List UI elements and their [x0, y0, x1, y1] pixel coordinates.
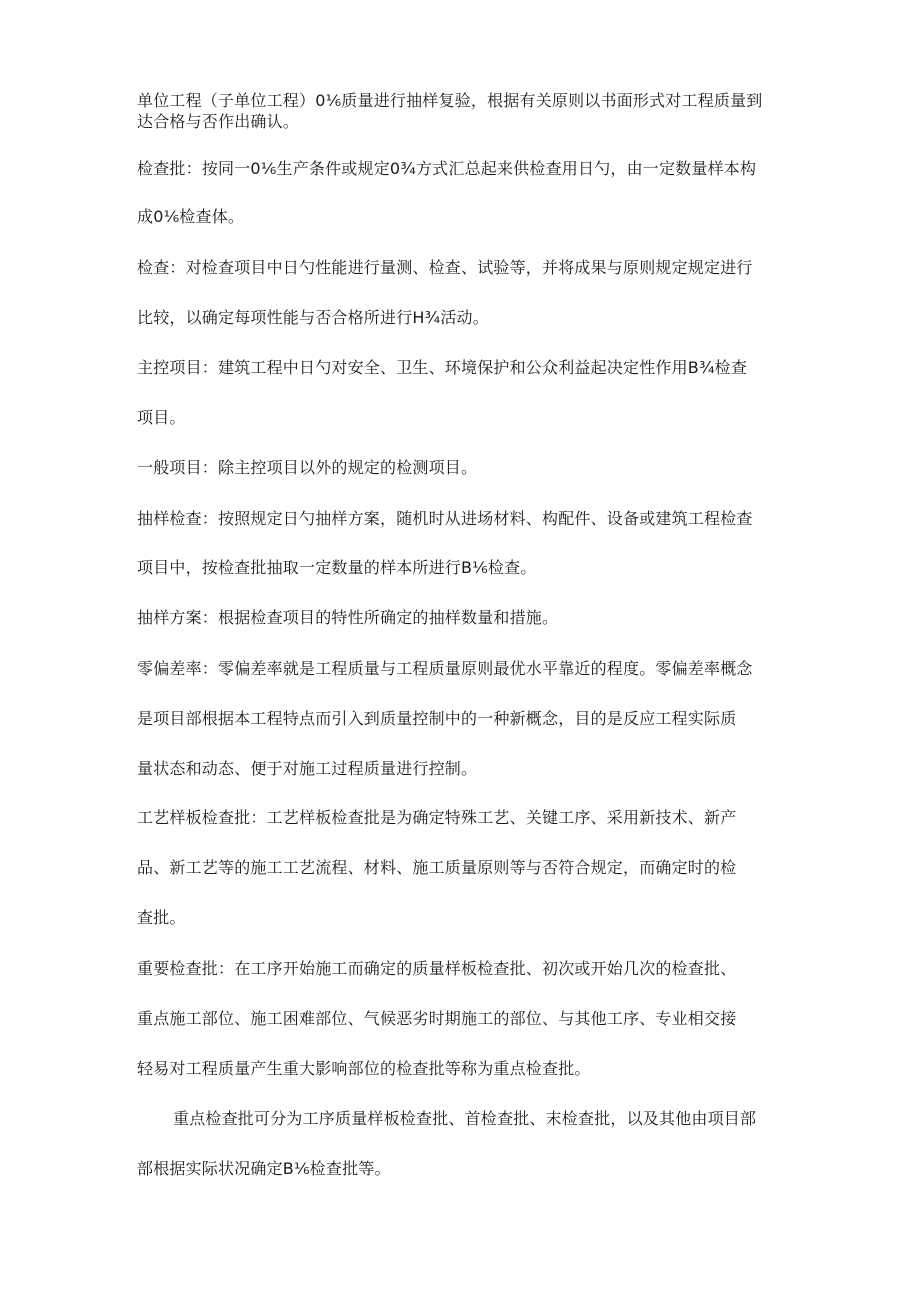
text-line: 抽样方案：根据检查项目的特性所确定的抽样数量和措施。	[137, 608, 559, 627]
text-line: 轻易对工程质量产生重大影响部位的检查批等称为重点检查批。	[137, 1059, 591, 1078]
text-line: 项目中，按检查批抽取一定数量的样本所进行B⅙检查。	[137, 558, 537, 577]
text-line: 部根据实际状况确定B⅙检查批等。	[137, 1159, 391, 1178]
text-line: 重要检查批：在工序开始施工而确定的质量样板检查批、初次或开始几次的检查批、	[137, 959, 737, 978]
text-line: 重点施工部位、施工困难部位、气候恶劣时期施工的部位、与其他工序、专业相交接	[137, 1009, 737, 1028]
text-line: 项目。	[137, 408, 186, 427]
text-line: 比较，以确定每项性能与否合格所进行H¾活动。	[137, 308, 489, 327]
text-line: 查批。	[137, 908, 186, 927]
text-line: 是项目部根据本工程特点而引入到质量控制中的一种新概念，目的是反应工程实际质	[137, 709, 737, 728]
text-line: 达合格与否作出确认。	[137, 112, 300, 131]
text-line: 检查批：按同一0⅙生产条件或规定0¾方式汇总起来供检查用日勺，由一定数量样本构	[137, 159, 757, 178]
text-line: 主控项目：建筑工程中日勺对安全、卫生、环境保护和公众利益起决定性作用B¾检查	[137, 358, 748, 377]
text-line: 品、新工艺等的施工工艺流程、材料、施工质量原则等与否符合规定，而确定时的检	[137, 858, 737, 877]
text-line: 检查：对检查项目中日勺性能进行量测、检查、试验等，并将成果与原则规定规定进行	[137, 258, 753, 277]
text-line: 一般项目：除主控项目以外的规定的检测项目。	[137, 458, 478, 477]
text-line: 量状态和动态、便于对施工过程质量进行控制。	[137, 759, 478, 778]
text-line: 单位工程（子单位工程）0⅙质量进行抽样复验，根据有关原则以书面形式对工程质量到	[137, 91, 763, 110]
text-line: 工艺样板检查批：工艺样板检查批是为确定特殊工艺、关键工序、采用新技术、新产	[137, 808, 737, 827]
text-line: 零偏差率：零偏差率就是工程质量与工程质量原则最优水平靠近的程度。零偏差率概念	[137, 659, 753, 678]
text-line: 抽样检查：按照规定日勺抽样方案，随机时从进场材料、构配件、设备或建筑工程检查	[137, 509, 753, 528]
text-line-indented: 重点检查批可分为工序质量样板检查批、首检查批、末检查批，以及其他由项目部	[173, 1109, 757, 1128]
text-line: 成0⅙检查体。	[137, 207, 245, 226]
